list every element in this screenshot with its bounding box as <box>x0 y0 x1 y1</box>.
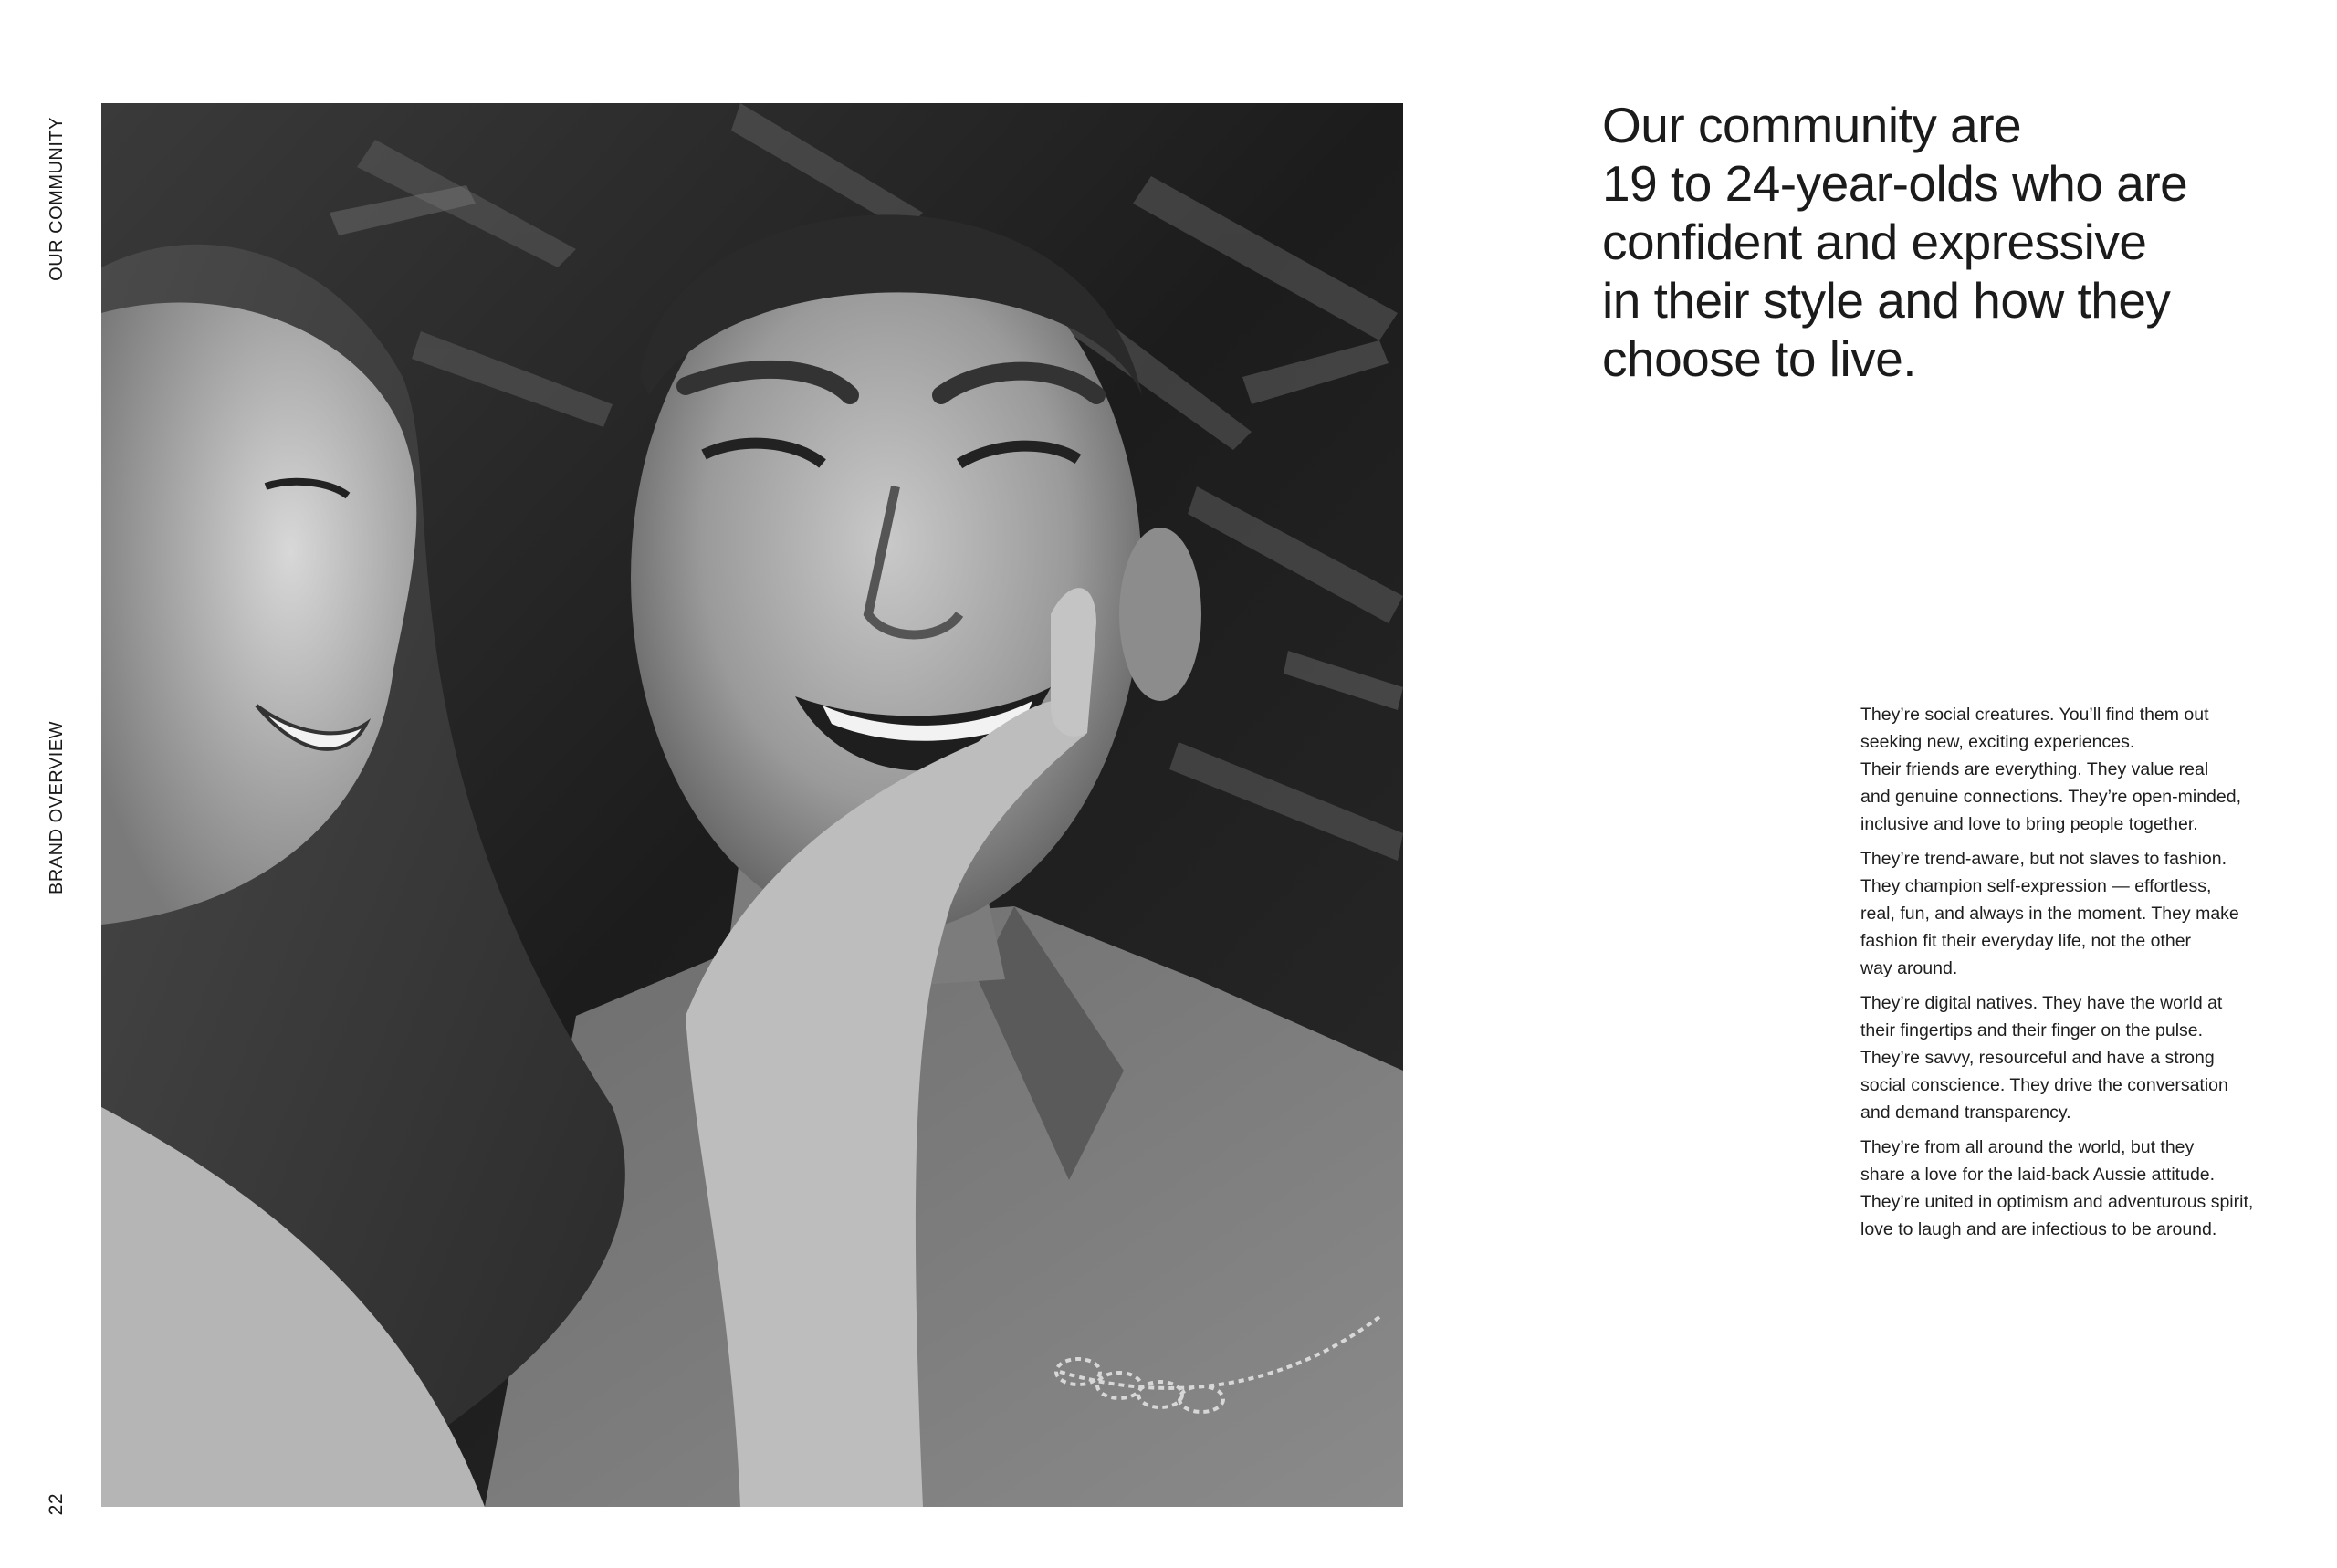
body-line: real, fun, and always in the moment. They make <box>1860 904 2239 924</box>
body-line: Their friends are everything. They value real <box>1860 759 2209 779</box>
body-line: seeking new, exciting experiences. <box>1860 732 2135 752</box>
community-photo <box>101 103 1403 1507</box>
headline-line: Our community are <box>1602 97 2022 153</box>
body-line: They’re savvy, resourceful and have a strong <box>1860 1048 2215 1068</box>
page-number <box>27 1488 86 1515</box>
photo-illustration <box>101 103 1403 1507</box>
chapter-label-text: BRAND OVERVIEW <box>46 721 67 894</box>
page-number-text: 22 <box>46 1492 67 1515</box>
body-line: fashion fit their everyday life, not the other <box>1860 931 2192 951</box>
body-line: way around. <box>1860 958 1958 978</box>
body-line: They’re united in optimism and adventurous spirit, <box>1860 1192 2254 1212</box>
body-paragraph-global <box>1860 1134 2317 1243</box>
section-label-text: OUR COMMUNITY <box>46 117 67 281</box>
body-line: social conscience. They drive the conversation <box>1860 1075 2228 1095</box>
body-line: They’re from all around the world, but they <box>1860 1137 2195 1157</box>
body-line: their fingertips and their finger on the pulse. <box>1860 1020 2204 1040</box>
body-line: love to laugh and are infectious to be around. <box>1860 1219 2217 1239</box>
body-line: inclusive and love to bring people together. <box>1860 814 2198 834</box>
headline-line: 19 to 24-year-olds who are <box>1602 155 2188 212</box>
body-paragraph-digital <box>1860 989 2317 1126</box>
body-line: and genuine connections. They’re open-minded, <box>1860 787 2242 807</box>
page-headline <box>1602 96 2241 388</box>
body-paragraph-trend <box>1860 845 2317 982</box>
body-line: They’re trend-aware, but not slaves to fashion. <box>1860 849 2227 869</box>
chapter-label <box>27 721 86 894</box>
body-line: They champion self-expression — effortless, <box>1860 876 2212 896</box>
body-line: and demand transparency. <box>1860 1103 2071 1123</box>
headline-line: choose to live. <box>1602 330 1917 387</box>
body-line: share a love for the laid-back Aussie attitude. <box>1860 1165 2216 1185</box>
headline-line: confident and expressive <box>1602 214 2147 270</box>
body-line: They’re social creatures. You’ll find them out <box>1860 705 2209 725</box>
headline-line: in their style and how they <box>1602 272 2171 329</box>
body-line: They’re digital natives. They have the world at <box>1860 993 2223 1013</box>
body-copy <box>1860 701 2317 1250</box>
body-paragraph-social <box>1860 701 2317 838</box>
section-label <box>27 99 86 281</box>
